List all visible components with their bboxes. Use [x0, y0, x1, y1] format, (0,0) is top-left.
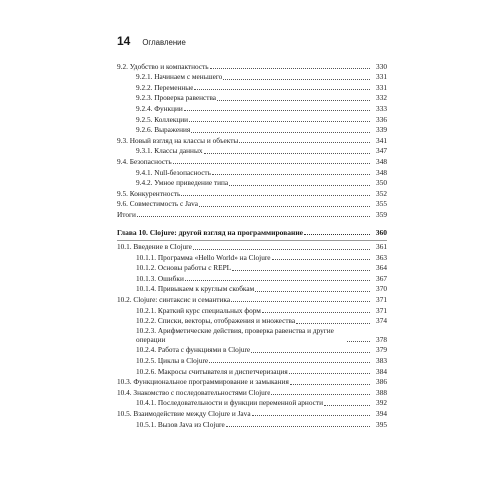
toc-entry-page: 330: [376, 61, 387, 71]
toc-entry-page: 371: [376, 305, 387, 315]
toc-entry-page: 370: [376, 284, 387, 294]
toc-entry[interactable]: [117, 344, 387, 355]
chapter-separator: [117, 219, 387, 226]
toc-entry-page: 347: [376, 146, 387, 156]
toc-entry-page: 378: [376, 334, 387, 344]
toc-entry[interactable]: [117, 145, 387, 156]
toc-entry-page: 333: [376, 103, 387, 113]
toc-entry-title: 9.3. Новый взгляд на классы и объекты: [117, 136, 239, 145]
toc-entry-title: 10.2.4. Работа с функциями в Clojure: [136, 346, 251, 355]
dot-leader: [210, 68, 370, 69]
toc-entry-page: 355: [376, 199, 387, 209]
toc-entry[interactable]: [117, 134, 387, 145]
toc-entry[interactable]: [117, 124, 387, 135]
dot-leader: [272, 259, 370, 260]
toc-entry-title: 10.2.2. Списки, векторы, отображения и множества: [136, 317, 296, 326]
toc-entry[interactable]: [117, 81, 387, 92]
toc-entry-title: 10.2. Clojure: синтаксис и семантика: [117, 296, 231, 305]
toc-entry[interactable]: [117, 92, 387, 103]
toc-entry-title: 9.2.1. Начинаем с меньшего: [136, 73, 223, 82]
toc-entry-page: 331: [376, 72, 387, 82]
dot-leader: [239, 142, 370, 143]
dot-leader: [226, 426, 370, 427]
toc-entry-title: 10.2.1. Краткий курс специальных форм: [136, 306, 261, 315]
dot-leader: [232, 270, 370, 271]
toc-entry-title: 10.5. Взаимодействие между Clojure и Java: [117, 410, 251, 418]
dot-leader: [324, 405, 370, 406]
running-title: Оглавление: [142, 38, 186, 47]
toc-entry-page: 332: [376, 93, 387, 103]
dot-leader: [296, 323, 370, 324]
toc-entry-title: 10.2.3. Арифметические действия, проверка равенства и другие операции: [136, 327, 334, 344]
toc-entry-page: 336: [376, 114, 387, 124]
dot-leader: [223, 79, 370, 80]
toc-entry[interactable]: [117, 304, 387, 315]
toc-entry-title: 10.5.1. Вызов Java из Clojure: [136, 420, 225, 429]
dot-leader: [304, 234, 370, 235]
toc-entry-title: 10.1.2. Основы работы с REPL: [136, 264, 232, 273]
dot-leader: [173, 163, 370, 164]
toc-entry-title: 9.5. Конкурентность: [117, 189, 181, 198]
toc-entry-title: Глава 10. Clojure: другой взгляд на программирование: [117, 228, 303, 237]
table-of-contents: [117, 60, 387, 429]
toc-entry-page: 383: [376, 356, 387, 366]
toc-entry[interactable]: [117, 187, 387, 198]
toc-entry-title: 9.2.2. Переменные: [136, 83, 194, 92]
toc-entry-title: 9.2.5. Коллекции: [136, 115, 189, 124]
toc-entry[interactable]: [117, 376, 387, 387]
toc-entry-title: 10.2.6. Макросы считывателя и диспетчеризация: [136, 367, 288, 376]
page-header: [117, 34, 186, 52]
toc-entry-page: 331: [376, 82, 387, 92]
dot-leader: [290, 384, 370, 385]
toc-entry-title: 10.1.1. Программа «Hello World» на Clojure: [136, 253, 271, 262]
toc-entry-page: 379: [376, 345, 387, 355]
toc-entry-title: 9.4.2. Умное приведение типа: [136, 179, 229, 188]
dot-leader: [184, 110, 370, 111]
toc-entry[interactable]: [117, 283, 387, 294]
dot-leader: [262, 312, 370, 313]
toc-entry-page: 348: [376, 167, 387, 177]
toc-entry[interactable]: [117, 365, 387, 376]
dot-leader: [347, 341, 370, 342]
toc-entry[interactable]: [117, 241, 387, 252]
dot-leader: [194, 89, 370, 90]
toc-entry-title: 9.2. Удобство и компактность: [117, 62, 209, 71]
toc-entry-page: 359: [376, 209, 387, 219]
page-number: 14: [117, 34, 131, 48]
toc-entry-page: 395: [376, 419, 387, 429]
toc-entry[interactable]: [117, 418, 387, 429]
toc-entry-title: 10.4. Знакомство с последовательностями Clojure: [117, 388, 271, 397]
toc-entry[interactable]: [117, 397, 387, 408]
toc-entry[interactable]: [117, 177, 387, 188]
dot-leader: [209, 362, 370, 363]
toc-entry[interactable]: [117, 315, 387, 326]
toc-entry-title: 10.1. Введение в Clojure: [117, 243, 192, 252]
toc-entry-title: 10.2.5. Циклы в Clojure: [136, 357, 209, 366]
dot-leader: [289, 373, 370, 374]
toc-entry-page: 348: [376, 156, 387, 166]
toc-entry-title: 10.4.1. Последовательности и функции переменной арности: [136, 399, 324, 408]
toc-entry-page: 339: [376, 125, 387, 135]
toc-entry-page: 363: [376, 252, 387, 262]
toc-entry-title: 10.3. Функциональное программирование и замыкания: [117, 378, 289, 387]
dot-leader: [212, 174, 370, 175]
dot-leader: [271, 394, 370, 395]
toc-entry[interactable]: [117, 113, 387, 124]
toc-entry-page: 392: [376, 398, 387, 408]
dot-leader: [231, 301, 370, 302]
dot-leader: [204, 153, 370, 154]
toc-entry-title: 9.2.6. Выражения: [136, 126, 191, 135]
toc-entry-title: 9.4.1. Null-безопасность: [136, 168, 211, 177]
toc-entry-page: 361: [376, 242, 387, 252]
toc-entry[interactable]: [117, 60, 387, 71]
dot-leader: [185, 280, 370, 281]
dot-leader: [199, 206, 370, 207]
toc-entry[interactable]: [117, 386, 387, 397]
toc-entry-page: 374: [376, 316, 387, 326]
toc-entry-page: 364: [376, 263, 387, 273]
dot-leader: [181, 195, 370, 196]
toc-chapter-entry[interactable]: [117, 226, 387, 237]
dot-leader: [137, 216, 370, 217]
toc-entry[interactable]: [117, 198, 387, 209]
toc-entry-title: 10.1.3. Ошибки: [136, 274, 184, 283]
dot-leader: [255, 291, 370, 292]
toc-entry-page: 352: [376, 188, 387, 198]
toc-entry-page: 350: [376, 178, 387, 188]
toc-entry-title: 9.6. Совместимость с Java: [117, 200, 199, 209]
toc-entry[interactable]: [117, 354, 387, 365]
dot-leader: [217, 100, 370, 101]
toc-entry-page: 371: [376, 295, 387, 305]
toc-entry[interactable]: [117, 325, 387, 344]
dot-leader: [251, 352, 370, 353]
toc-entry[interactable]: [117, 166, 387, 177]
toc-entry-title: Итоги: [117, 210, 136, 219]
toc-entry[interactable]: [117, 251, 387, 262]
toc-entry-page: 388: [376, 387, 387, 397]
toc-entry[interactable]: [117, 272, 387, 283]
toc-entry-page: 394: [376, 409, 387, 418]
toc-entry[interactable]: [117, 155, 387, 166]
dot-leader: [191, 132, 370, 133]
toc-entry-title: 9.2.4. Функции: [136, 104, 183, 113]
dot-leader: [229, 185, 370, 186]
toc-entry-page: 360: [375, 227, 387, 237]
dot-leader: [252, 415, 370, 416]
toc-entry[interactable]: [117, 208, 387, 219]
toc-entry-title: 9.4. Безопасность: [117, 157, 172, 166]
toc-entry-title: 9.2.3. Проверка равенства: [136, 94, 217, 103]
toc-entry[interactable]: [117, 407, 387, 418]
toc-entry-title: 10.1.4. Привыкаем к круглым скобкам: [136, 285, 255, 294]
toc-entry-page: 386: [376, 377, 387, 387]
dot-leader: [189, 121, 370, 122]
toc-entry[interactable]: [117, 293, 387, 304]
toc-entry-title: 9.3.1. Классы данных: [136, 147, 203, 156]
toc-entry[interactable]: [117, 262, 387, 273]
toc-entry[interactable]: [117, 71, 387, 82]
toc-entry-page: 367: [376, 273, 387, 283]
toc-entry[interactable]: [117, 102, 387, 113]
toc-entry-page: 341: [376, 135, 387, 145]
toc-entry-page: 384: [376, 366, 387, 376]
dot-leader: [193, 249, 370, 250]
